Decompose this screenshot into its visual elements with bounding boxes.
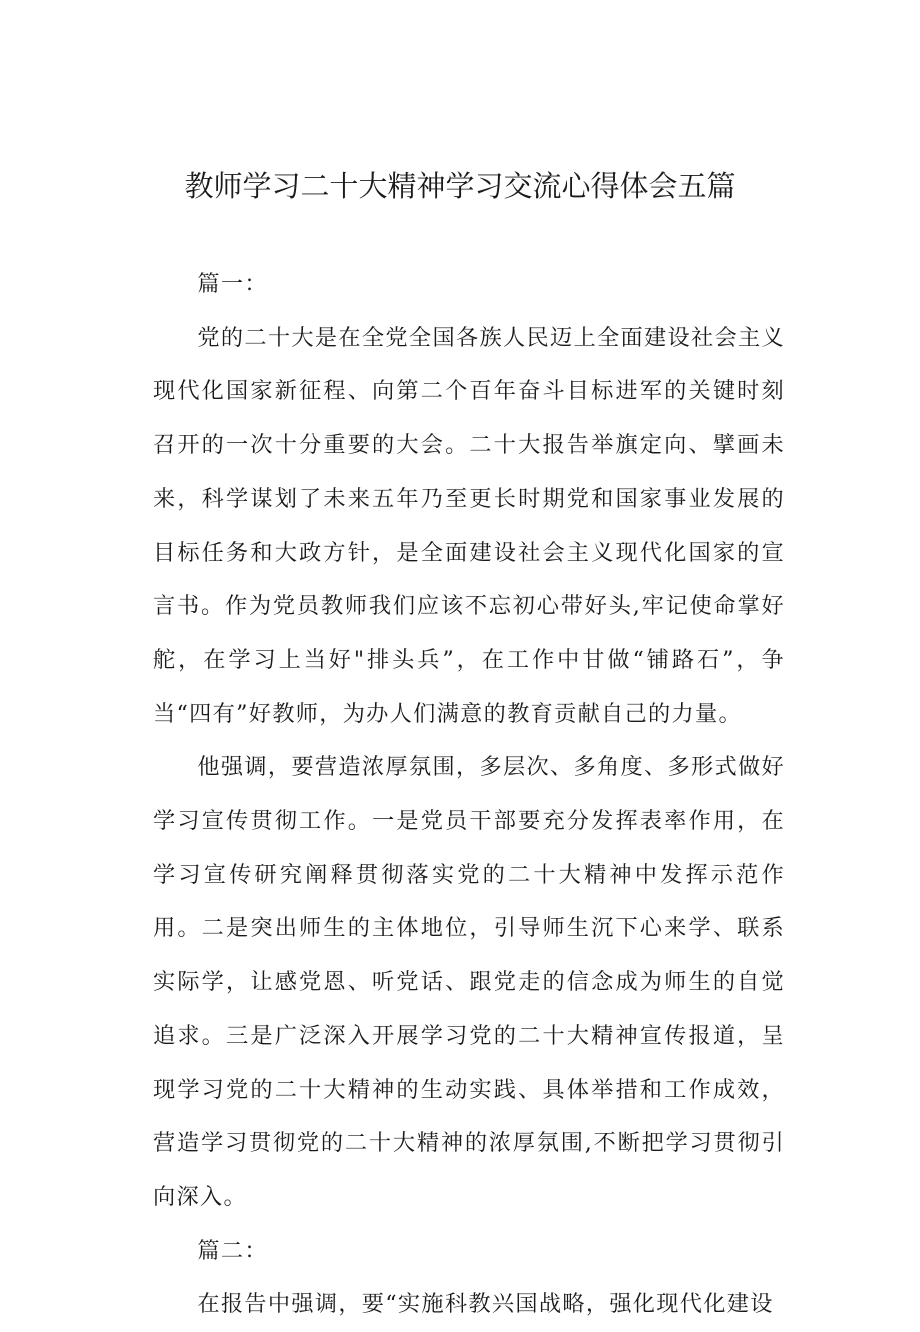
section-heading: 篇二： xyxy=(197,1237,268,1264)
paragraph: 党的二十大是在全党全国各族人民迈上全面建设社会主义现代化国家新征程、向第二个百年奋斗目标进军的关键时刻召开的一次十分重要的大会。二十大报告举旗定向、擘画未来，科学谋划了未来五年乃至更长时期党和国家事业发展的目标任务和大政方针，是全面建设社会主义现代化国家的宣言书。作为党员教师我们应该不忘初心带好头,牢记使命掌好舵，在学习上当好"排头兵”，在工作中甘做“铺路石”，争当“四有”好教师，为办人们满意的教育贡献自己的力量。 xyxy=(153,324,785,727)
section-heading: 篇一： xyxy=(197,271,268,297)
page-title: 教师学习二十大精神学习交流心得体会五篇 xyxy=(184,169,736,203)
paragraph: 在报告中强调，要“实施科教兴国战略，强化现代化建设 xyxy=(197,1291,774,1318)
paragraph: 他强调，要营造浓厚氛围，多层次、多角度、多形式做好学习宣传贯彻工作。一是党员干部要充分发挥表率作用，在学习宣传研究阐释贯彻落实党的二十大精神中发挥示范作用。二是突出师生的主体地位，引导师生沉下心来学、联系实际学，让感党恩、听党话、跟党走的信念成为师生的自觉追求。三是广泛深入开展学习党的二十大精神宣传报道，呈现学习党的二十大精神的生动实践、具体举措和工作成效，营造学习贯彻党的二十大精神的浓厚氛围,不断把学习贯彻引向深入。 xyxy=(153,754,785,1210)
document-body xyxy=(153,258,785,1332)
